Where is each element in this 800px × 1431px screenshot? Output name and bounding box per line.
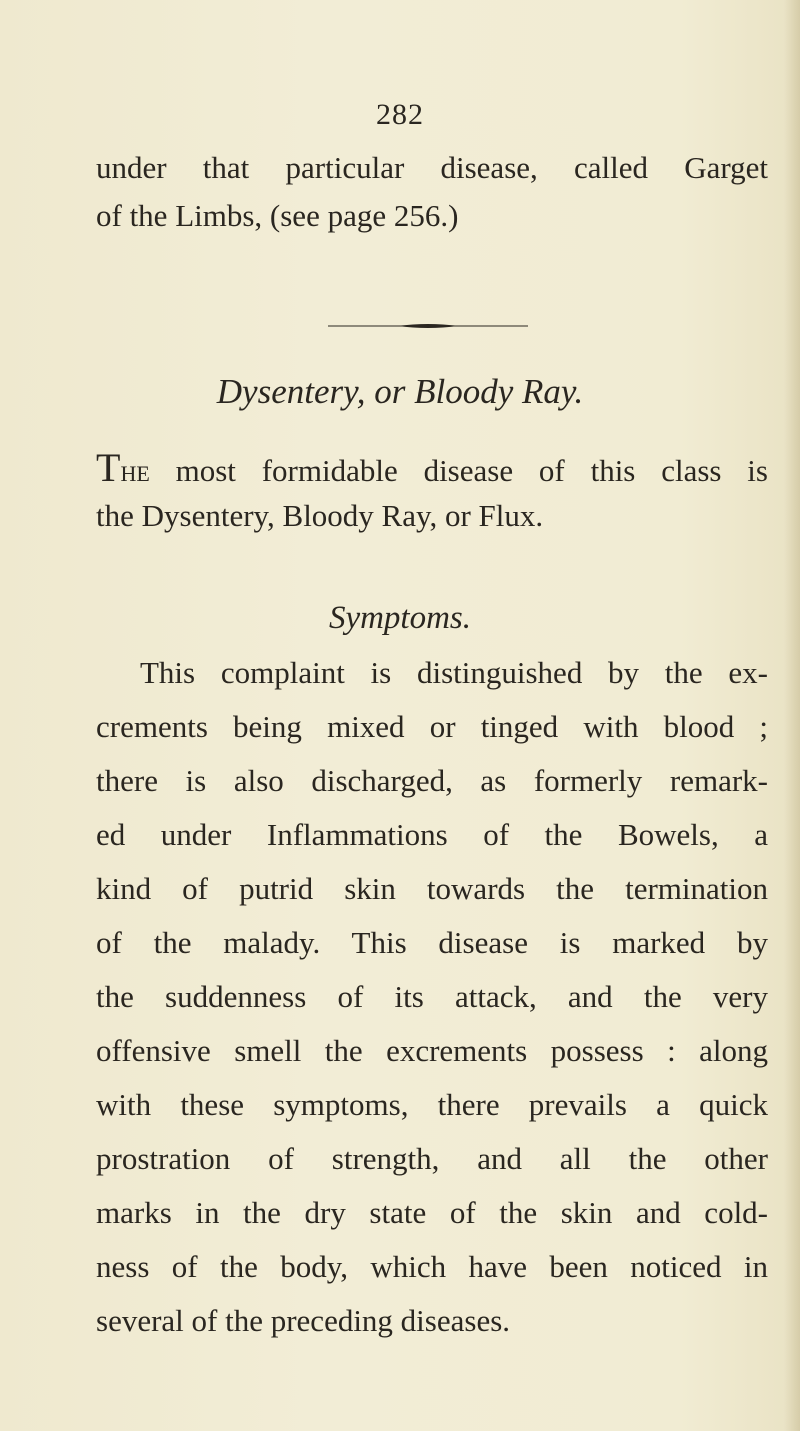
- text-line: crements being mixed or tinged with blood ;: [96, 709, 768, 744]
- text-line: there is also discharged, as formerly remark-: [96, 763, 768, 798]
- text-line: prostration of strength, and all the other: [96, 1141, 768, 1176]
- drop-cap: T: [96, 445, 121, 490]
- section-heading: Dysentery, or Bloody Ray.: [216, 372, 584, 411]
- ornamental-divider: [328, 323, 528, 329]
- text-line: This complaint is distinguished by the ex-: [140, 655, 768, 690]
- small-caps-word: he: [120, 453, 150, 488]
- text-line: under that particular disease, called Garget: [96, 150, 768, 185]
- text-line: ness of the body, which have been noticed in: [96, 1249, 768, 1284]
- line-text: most formidable disease of this class is: [149, 453, 768, 488]
- text-line: the suddenness of its attack, and the very: [96, 979, 768, 1014]
- text-line: kind of putrid skin towards the termination: [96, 871, 768, 906]
- text-line: the Dysentery, Bloody Ray, or Flux.: [96, 498, 544, 533]
- text-line: several of the preceding diseases.: [96, 1303, 511, 1338]
- text-line: of the malady. This disease is marked by: [96, 925, 768, 960]
- text-line: [96, 444, 768, 492]
- page-edge-shadow: [784, 0, 800, 1431]
- text-line: offensive smell the excrements possess : along: [96, 1033, 768, 1068]
- subheading: Symptoms.: [328, 600, 472, 636]
- text-line: of the Limbs, (see page 256.): [96, 198, 459, 233]
- text-line: ed under Inflammations of the Bowels, a: [96, 817, 768, 852]
- symptoms-paragraph: [96, 646, 768, 1348]
- intro-paragraph: [96, 144, 768, 240]
- text-line: marks in the dry state of the skin and cold-: [96, 1195, 768, 1230]
- opening-paragraph: [96, 444, 768, 540]
- page-number: 282: [376, 98, 424, 131]
- text-line: with these symptoms, there prevails a quick: [96, 1087, 768, 1122]
